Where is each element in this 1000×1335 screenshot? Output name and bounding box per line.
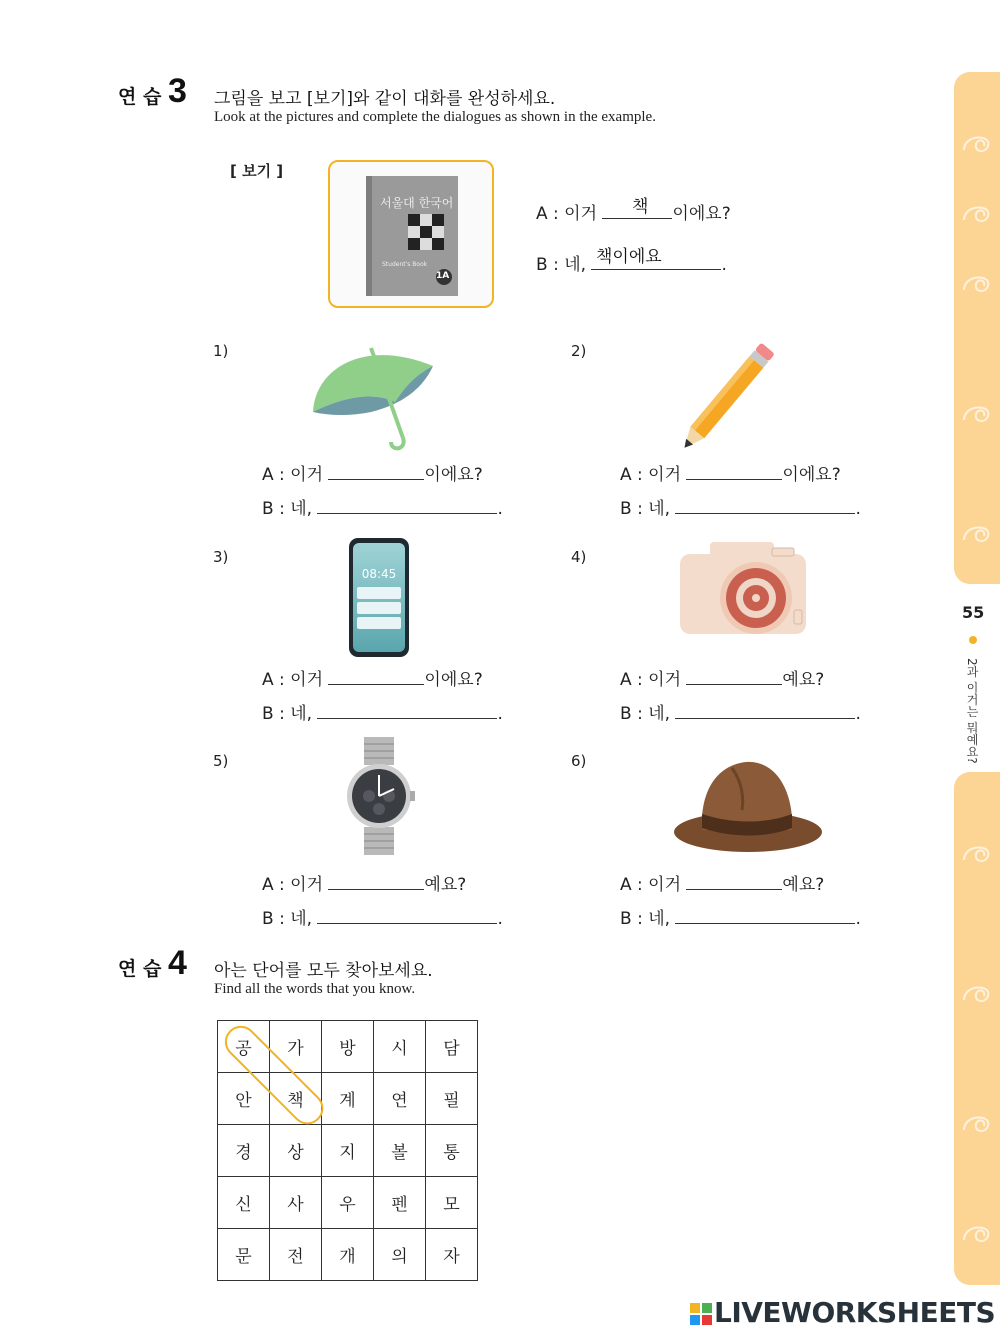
- answer-blank[interactable]: [675, 702, 855, 719]
- logo-text: LIVEWORKSHEETS: [714, 1296, 996, 1329]
- phone-time: 08:45: [361, 567, 397, 581]
- line-prefix: A : 이거: [262, 670, 324, 690]
- example-image-frame: [328, 160, 494, 308]
- swirl-ornament-icon: [958, 192, 998, 232]
- swirl-ornament-icon: [958, 512, 998, 552]
- grid-row: [218, 1021, 478, 1073]
- item5-line-a: [262, 870, 466, 895]
- item5-line-b: [262, 904, 503, 929]
- line-prefix: B : 네,: [620, 704, 671, 724]
- book-title: 서울대 한국어: [380, 196, 454, 210]
- line-prefix: A : 이거: [262, 465, 324, 485]
- line-suffix: 예요?: [782, 875, 825, 895]
- grid-cell[interactable]: 개: [322, 1229, 374, 1281]
- grid-cell[interactable]: 모: [426, 1177, 478, 1229]
- answer-blank[interactable]: [317, 497, 497, 514]
- line-prefix: A : 이거: [536, 204, 598, 224]
- item-number: 4): [571, 548, 587, 566]
- grid-cell[interactable]: 의: [374, 1229, 426, 1281]
- grid-cell[interactable]: 가: [270, 1021, 322, 1073]
- line-prefix: A : 이거: [620, 465, 682, 485]
- section3-instruction-en: Look at the pictures and complete the dialogues as shown in the example.: [214, 109, 656, 125]
- hat-icon: [672, 758, 824, 856]
- item4-line-b: [620, 699, 861, 724]
- liveworksheets-logo: [690, 1296, 995, 1329]
- line-suffix: .: [855, 704, 861, 724]
- grid-cell[interactable]: 필: [426, 1073, 478, 1125]
- line-suffix: .: [497, 499, 503, 519]
- line-suffix: .: [855, 909, 861, 929]
- grid-cell[interactable]: 전: [270, 1229, 322, 1281]
- section4-number: 4: [168, 944, 187, 982]
- grid-cell[interactable]: 통: [426, 1125, 478, 1177]
- answer-blank[interactable]: [686, 463, 782, 480]
- swirl-ornament-icon: [958, 122, 998, 162]
- grid-cell[interactable]: 경: [218, 1125, 270, 1177]
- line-suffix: .: [855, 499, 861, 519]
- grid-cell[interactable]: 볼: [374, 1125, 426, 1177]
- item-number: 6): [571, 752, 587, 770]
- grid-cell[interactable]: 신: [218, 1177, 270, 1229]
- grid-cell[interactable]: 지: [322, 1125, 374, 1177]
- umbrella-icon: [305, 338, 440, 453]
- grid-cell[interactable]: 우: [322, 1177, 374, 1229]
- item-number: 3): [213, 548, 229, 566]
- line-suffix: 이에요?: [782, 465, 841, 485]
- line-suffix: .: [721, 255, 727, 275]
- line-suffix: 예요?: [782, 670, 825, 690]
- line-prefix: A : 이거: [262, 875, 324, 895]
- grid-row: [218, 1125, 478, 1177]
- book-level: 1A: [436, 271, 450, 281]
- answer-blank[interactable]: [686, 668, 782, 685]
- grid-cell[interactable]: 자: [426, 1229, 478, 1281]
- line-prefix: B : 네,: [262, 704, 313, 724]
- line-suffix: 이에요?: [672, 204, 731, 224]
- grid-cell[interactable]: 사: [270, 1177, 322, 1229]
- svg-text:Student's Book: Student's Book: [382, 261, 428, 268]
- swirl-ornament-icon: [958, 972, 998, 1012]
- grid-row: [218, 1229, 478, 1281]
- item1-line-a: [262, 460, 483, 485]
- line-suffix: 예요?: [424, 875, 467, 895]
- page-number: 55: [962, 603, 985, 622]
- example-label: [ 보기 ]: [230, 162, 284, 180]
- grid-cell[interactable]: 책: [270, 1073, 322, 1125]
- line-suffix: 이에요?: [424, 465, 483, 485]
- item4-line-a: [620, 665, 824, 690]
- swirl-ornament-icon: [958, 1212, 998, 1252]
- phone-icon: [349, 538, 409, 657]
- line-prefix: B : 네,: [620, 909, 671, 929]
- grid-cell[interactable]: 문: [218, 1229, 270, 1281]
- logo-badge-icon: [690, 1299, 712, 1321]
- swirl-ornament-icon: [958, 262, 998, 302]
- line-prefix: B : 네,: [262, 499, 313, 519]
- grid-cell[interactable]: 상: [270, 1125, 322, 1177]
- answer-blank[interactable]: [328, 668, 424, 685]
- section4-instruction-ko: 아는 단어를 모두 찾아보세요.: [214, 961, 433, 981]
- side-tab-bottom: [954, 772, 1000, 1285]
- grid-cell[interactable]: 연: [374, 1073, 426, 1125]
- answer-blank[interactable]: [317, 702, 497, 719]
- section3-instruction-ko: 그림을 보고 [보기]와 같이 대화를 완성하세요.: [214, 89, 556, 109]
- swirl-ornament-icon: [958, 392, 998, 432]
- item6-line-b: [620, 904, 861, 929]
- side-tab-top: [954, 72, 1000, 584]
- answer-blank[interactable]: [317, 907, 497, 924]
- answer-blank[interactable]: [686, 873, 782, 890]
- example-answer-a: 책: [632, 197, 649, 217]
- grid-row: [218, 1073, 478, 1125]
- section3-number: 3: [168, 72, 187, 110]
- section4-label: 연 습: [118, 958, 162, 980]
- book-icon: [330, 162, 492, 306]
- answer-blank[interactable]: [328, 873, 424, 890]
- section3-label: 연 습: [118, 86, 162, 108]
- line-prefix: B : 네,: [262, 909, 313, 929]
- bullet-dot-icon: [969, 636, 977, 644]
- item3-line-a: [262, 665, 483, 690]
- grid-cell[interactable]: 펜: [374, 1177, 426, 1229]
- answer-blank[interactable]: [328, 463, 424, 480]
- answer-blank[interactable]: [675, 907, 855, 924]
- line-suffix: 이에요?: [424, 670, 483, 690]
- item2-line-b: [620, 494, 861, 519]
- section4-instruction-en: Find all the words that you know.: [214, 981, 416, 997]
- item-number: 1): [213, 342, 229, 360]
- line-prefix: B : 네,: [620, 499, 671, 519]
- pencil-icon: [670, 336, 790, 448]
- word-search-grid: [217, 1020, 478, 1281]
- phone-screen: [353, 543, 405, 652]
- grid-cell[interactable]: 안: [218, 1073, 270, 1125]
- line-suffix: .: [497, 909, 503, 929]
- line-suffix: .: [497, 704, 503, 724]
- item3-line-b: [262, 699, 503, 724]
- example-answer-b: 책이에요: [596, 247, 662, 267]
- swirl-ornament-icon: [958, 832, 998, 872]
- item-number: 5): [213, 752, 229, 770]
- grid-cell[interactable]: 방: [322, 1021, 374, 1073]
- item1-line-b: [262, 494, 503, 519]
- line-prefix: B : 네,: [536, 255, 587, 275]
- watch-icon: [344, 737, 416, 855]
- line-prefix: A : 이거: [620, 670, 682, 690]
- item6-line-a: [620, 870, 824, 895]
- grid-cell[interactable]: 시: [374, 1021, 426, 1073]
- answer-blank[interactable]: [675, 497, 855, 514]
- swirl-ornament-icon: [958, 1102, 998, 1142]
- chapter-title: 2과 이거는 뭐예요?: [965, 658, 979, 764]
- item-number: 2): [571, 342, 587, 360]
- grid-cell[interactable]: 계: [322, 1073, 374, 1125]
- grid-cell[interactable]: 담: [426, 1021, 478, 1073]
- line-prefix: A : 이거: [620, 875, 682, 895]
- grid-cell[interactable]: 공: [218, 1021, 270, 1073]
- grid-row: [218, 1177, 478, 1229]
- item2-line-a: [620, 460, 841, 485]
- camera-icon: [676, 540, 810, 636]
